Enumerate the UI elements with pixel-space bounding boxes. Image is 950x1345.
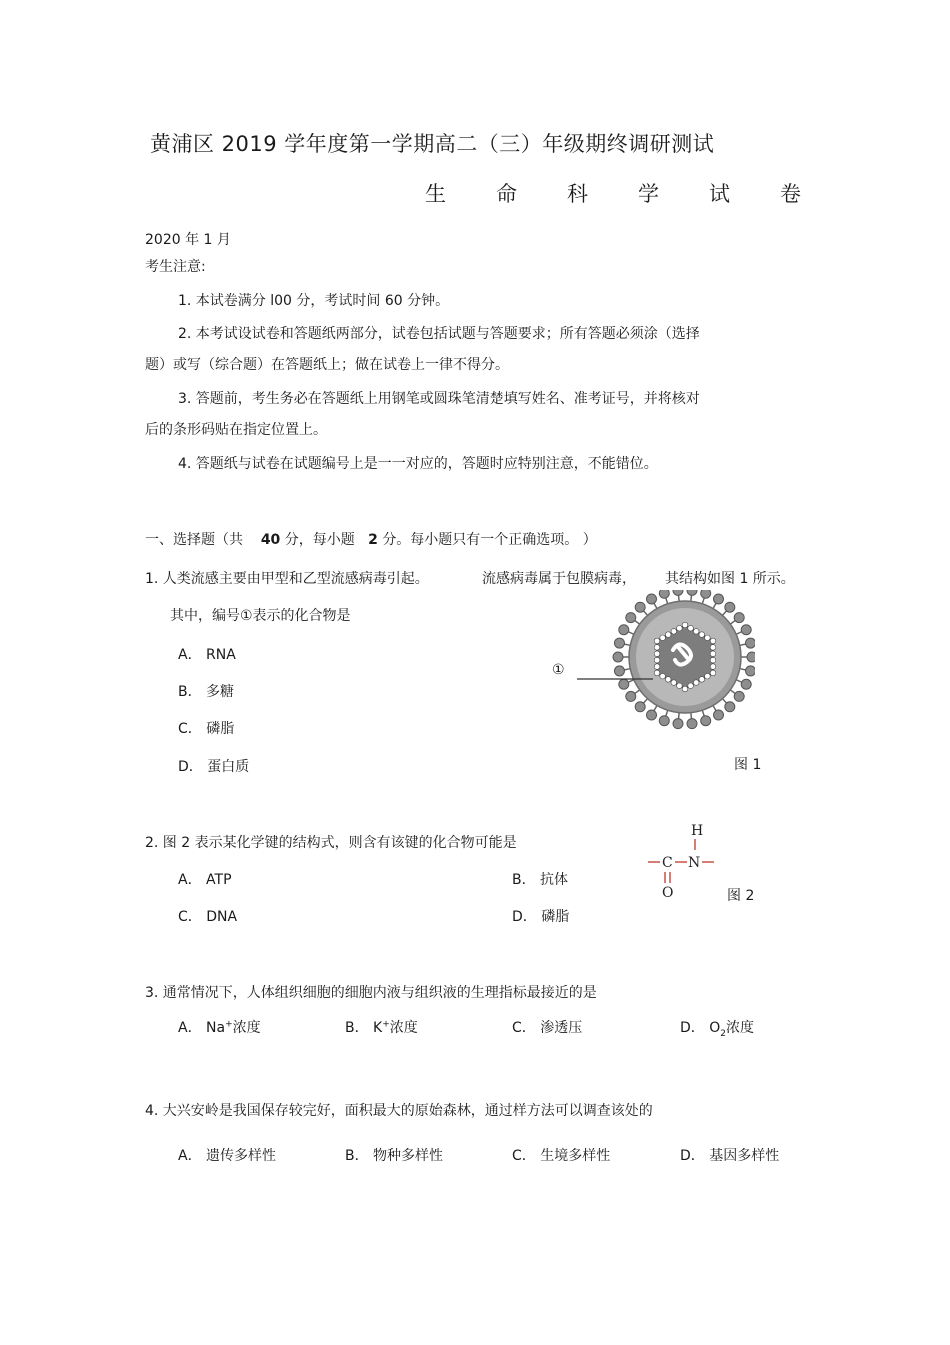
subtitle-char: 科 (567, 182, 588, 206)
subtitle-char: 卷 (780, 182, 801, 206)
capsid-dot (665, 632, 671, 638)
exam-subtitle (425, 178, 851, 208)
struct-h: H (691, 823, 704, 839)
exam-title: 黄浦区 2019 学年度第一学期高二（三）年级期终调研测试 (150, 132, 715, 156)
spike-head (687, 590, 697, 595)
q1-option-a[interactable]: A． RNA (178, 647, 236, 663)
spike-head (614, 638, 624, 648)
q1-option-c[interactable]: C． 磷脂 (178, 721, 235, 737)
q3-d-suffix: 浓度 (725, 1020, 754, 1036)
q1-stem-line2: 其中，编号①表示的化合物是 (170, 608, 351, 624)
capsid-dot (665, 677, 671, 683)
q3-option-c[interactable]: C． 渗透压 (512, 1020, 583, 1036)
q1-stem-part3: 其结构如图 1 所示。 (665, 571, 795, 587)
q2-option-a[interactable]: A． ATP (178, 872, 232, 888)
q1-option-b[interactable]: B． 多糖 (178, 684, 235, 700)
section-heading (145, 529, 597, 549)
spike-head (714, 594, 724, 604)
capsid-dot (671, 629, 677, 635)
section-each: 2 (368, 532, 378, 548)
spike-head (701, 716, 711, 726)
spike-head (673, 719, 683, 729)
capsid-dot (660, 673, 666, 679)
spike-head (619, 625, 629, 635)
spike-head (647, 710, 657, 720)
capsid-dot (654, 664, 660, 670)
q3-a-sup: + (225, 1019, 233, 1030)
q4-option-b[interactable]: B． 物种多样性 (345, 1148, 444, 1164)
spike-head (687, 719, 697, 729)
notice-item-4: 4. 答题纸与试卷在试题编号上是一一对应的，答题时应特别注意，不能错位。 (178, 456, 658, 472)
spike-head (725, 602, 735, 612)
section-prefix: 一、选择题（共 (145, 532, 243, 548)
spike-head (659, 716, 669, 726)
capsid-dot (699, 632, 705, 638)
spike-head (734, 691, 744, 701)
spike-head (673, 590, 683, 595)
figure1-caption: 图 1 (734, 757, 762, 773)
q1-stem-part1: 1. 人类流感主要由甲型和乙型流感病毒引起。 (145, 571, 429, 587)
virus-diagram (565, 590, 755, 760)
capsid-dot (654, 645, 660, 651)
spike-head (714, 710, 724, 720)
capsid-dot (710, 651, 716, 657)
subtitle-char: 命 (496, 182, 517, 206)
q3-d-sub: 2 (720, 1028, 726, 1039)
capsid-dot (682, 686, 688, 692)
struct-o: O (662, 885, 674, 901)
figure2-caption: 图 2 (727, 888, 755, 904)
spike-head (635, 702, 645, 712)
q3-b-sup: + (382, 1019, 390, 1030)
q3-b-suffix: 浓度 (389, 1020, 418, 1036)
spike-head (613, 652, 623, 662)
spike-head (746, 666, 755, 676)
q2-option-b[interactable]: B． 抗体 (512, 872, 569, 888)
q1-stem-part2: 流感病毒属于包膜病毒， (482, 571, 636, 587)
spike-head (626, 691, 636, 701)
exam-date: 2020 年 1 月 (145, 232, 231, 248)
spike-head (659, 590, 669, 598)
peptide-bond-structure (645, 820, 730, 902)
capsid-dot (654, 651, 660, 657)
capsid-dot (693, 629, 699, 635)
capsid-dot (710, 664, 716, 670)
capsid-dot (688, 625, 694, 631)
capsid-dot (660, 635, 666, 641)
q2-option-d[interactable]: D． 磷脂 (512, 909, 570, 925)
subtitle-char: 生 (425, 182, 446, 206)
capsid-dot (654, 638, 660, 644)
subtitle-char: 试 (709, 182, 730, 206)
q3-option-b[interactable] (345, 1017, 418, 1037)
spike-head (741, 679, 751, 689)
capsid-dot (677, 625, 683, 631)
spike-head (734, 613, 744, 623)
capsid-dot (677, 683, 683, 689)
notice-item-2-line2: 题）或写（综合题）在答题纸上；做在试卷上一律不得分。 (145, 357, 509, 373)
capsid-dot (699, 677, 705, 683)
capsid-dot (688, 683, 694, 689)
section-total: 40 (260, 532, 281, 548)
notice-item-2-line1: 2. 本考试设试卷和答题纸两部分，试卷包括试题与答题要求；所有答题必须涂（选择 (178, 326, 700, 342)
q4-stem: 4. 大兴安岭是我国保存较完好，面积最大的原始森林，通过样方法可以调查该处的 (145, 1103, 653, 1119)
notice-item-3-line1: 3. 答题前，考生务必在答题纸上用钢笔或圆珠笔清楚填写姓名、准考证号，并将核对 (178, 391, 700, 407)
capsid-dot (693, 680, 699, 686)
notice-item-1: 1. 本试卷满分 l00 分，考试时间 60 分钟。 (178, 293, 450, 309)
struct-c: C (662, 855, 673, 871)
spike-head (614, 666, 624, 676)
q4-option-c[interactable]: C． 生境多样性 (512, 1148, 611, 1164)
q3-a-suffix: 浓度 (232, 1020, 261, 1036)
q1-option-d[interactable]: D． 蛋白质 (178, 759, 250, 775)
spike-head (747, 652, 755, 662)
capsid-dot (710, 638, 716, 644)
q3-d-text: D． O (680, 1020, 721, 1036)
section-suffix: 分。每小题只有一个正确选项。 ） (382, 532, 597, 548)
figure1-marker: ① (552, 662, 565, 678)
q3-option-d[interactable] (680, 1017, 754, 1039)
capsid-dot (671, 680, 677, 686)
capsid-dot (654, 670, 660, 676)
spike-head (626, 613, 636, 623)
capsid-dot (654, 657, 660, 663)
q2-stem: 2. 图 2 表示某化学键的结构式，则含有该键的化合物可能是 (145, 835, 517, 851)
q3-stem: 3. 通常情况下，人体组织细胞的细胞内液与组织液的生理指标最接近的是 (145, 985, 597, 1001)
capsid-dot (710, 645, 716, 651)
notice-item-3-line2: 后的条形码贴在指定位置上。 (145, 422, 327, 438)
q3-option-a[interactable] (178, 1017, 261, 1037)
spike-head (701, 590, 711, 598)
spike-head (635, 602, 645, 612)
spike-head (746, 638, 755, 648)
capsid-dot (705, 635, 711, 641)
spike-head (619, 679, 629, 689)
spike-head (647, 594, 657, 604)
q2-option-c[interactable]: C． DNA (178, 909, 238, 925)
spike-head (725, 702, 735, 712)
q3-b-text: B． K (345, 1020, 383, 1036)
q3-a-text: A． Na (178, 1020, 226, 1036)
subtitle-char: 学 (638, 182, 659, 206)
capsid-dot (710, 657, 716, 663)
capsid-dot (682, 622, 688, 628)
capsid-dot (705, 673, 711, 679)
section-mid: 分，每小题 (284, 532, 355, 548)
spike-head (741, 625, 751, 635)
struct-n: N (688, 855, 701, 871)
q4-option-a[interactable]: A． 遗传多样性 (178, 1148, 277, 1164)
notice-heading: 考生注意: (145, 259, 206, 275)
q4-option-d[interactable]: D． 基因多样性 (680, 1148, 780, 1164)
capsid-dot (710, 670, 716, 676)
